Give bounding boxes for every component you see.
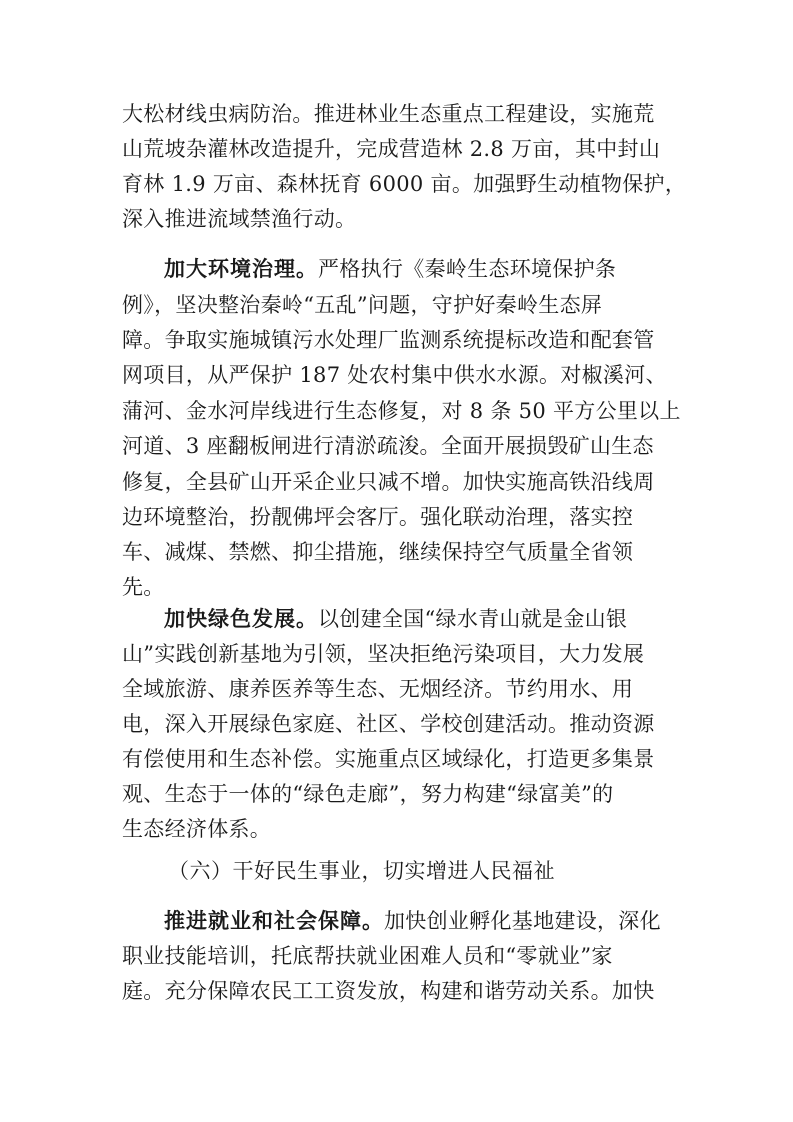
text-line: 车、减煤、禁燃、抑尘措施，继续保持空气质量全省领 — [122, 540, 634, 564]
text-line: 观、生态于一体的“绿色走廊”，努力构建“绿富美”的 — [122, 782, 614, 806]
text-line: 边环境整治，扮靓佛坪会客厅。强化联动治理，落实控 — [122, 505, 634, 529]
text-line: 例》，坚决整治秦岭“五乱”问题，守护好秦岭生态屏 — [122, 293, 603, 317]
text-run: 加快创业孵化基地建设，深化 — [384, 909, 661, 933]
text-line — [164, 907, 661, 935]
text-line: 障。争取实施城镇污水处理厂监测系统提标改造和配套管 — [122, 328, 655, 352]
text-line: 育林 1.9 万亩、森林抚育 6000 亩。加强野生动植物保护， — [122, 172, 687, 196]
text-run: 严格执行《秦岭生态环境保护条 — [318, 257, 617, 281]
section-heading: （六）干好民生事业，切实增进人民福祉 — [168, 859, 555, 883]
text-line: 山”实践创新基地为引领，坚决拒绝污染项目，大力发展 — [122, 642, 645, 666]
paragraph-lead-heading: 推进就业和社会保障。 — [164, 909, 384, 933]
text-line: 庭。充分保障农民工工资发放，构建和谐劳动关系。加快 — [122, 979, 655, 1003]
paragraph-lead-heading: 加快绿色发展。 — [164, 607, 318, 631]
text-line: 蒲河、金水河岸线进行生态修复，对 8 条 50 平方公里以上 — [122, 399, 681, 423]
text-line: 全域旅游、康养医养等生态、无烟经济。节约用水、用 — [122, 677, 634, 701]
text-line: 河道、3 座翻板闸进行清淤疏浚。全面开展损毁矿山生态 — [122, 434, 654, 458]
text-line — [164, 605, 627, 633]
text-line: 先。 — [122, 575, 165, 599]
text-line: 大松材线虫病防治。推进林业生态重点工程建设，实施荒 — [122, 102, 655, 126]
text-line: 修复，全县矿山开采企业只减不增。加快实施高铁沿线周 — [122, 470, 655, 494]
text-line: 职业技能培训，托底帮扶就业困难人员和“零就业”家 — [122, 944, 613, 968]
text-line: 生态经济体系。 — [122, 817, 272, 841]
paragraph-lead-heading: 加大环境治理。 — [164, 257, 318, 281]
text-line: 有偿使用和生态补偿。实施重点区域绿化，打造更多集景 — [122, 747, 655, 771]
text-line — [164, 255, 616, 283]
text-line: 深入推进流域禁渔行动。 — [122, 207, 357, 231]
text-line: 电，深入开展绿色家庭、社区、学校创建活动。推动资源 — [122, 712, 655, 736]
text-run: 以创建全国“绿水青山就是金山银 — [318, 607, 628, 631]
text-line: 网项目，从严保护 187 处农村集中供水水源。对椒溪河、 — [122, 363, 667, 387]
text-line: 山荒坡杂灌林改造提升，完成营造林 2.8 万亩，其中封山 — [122, 137, 661, 161]
